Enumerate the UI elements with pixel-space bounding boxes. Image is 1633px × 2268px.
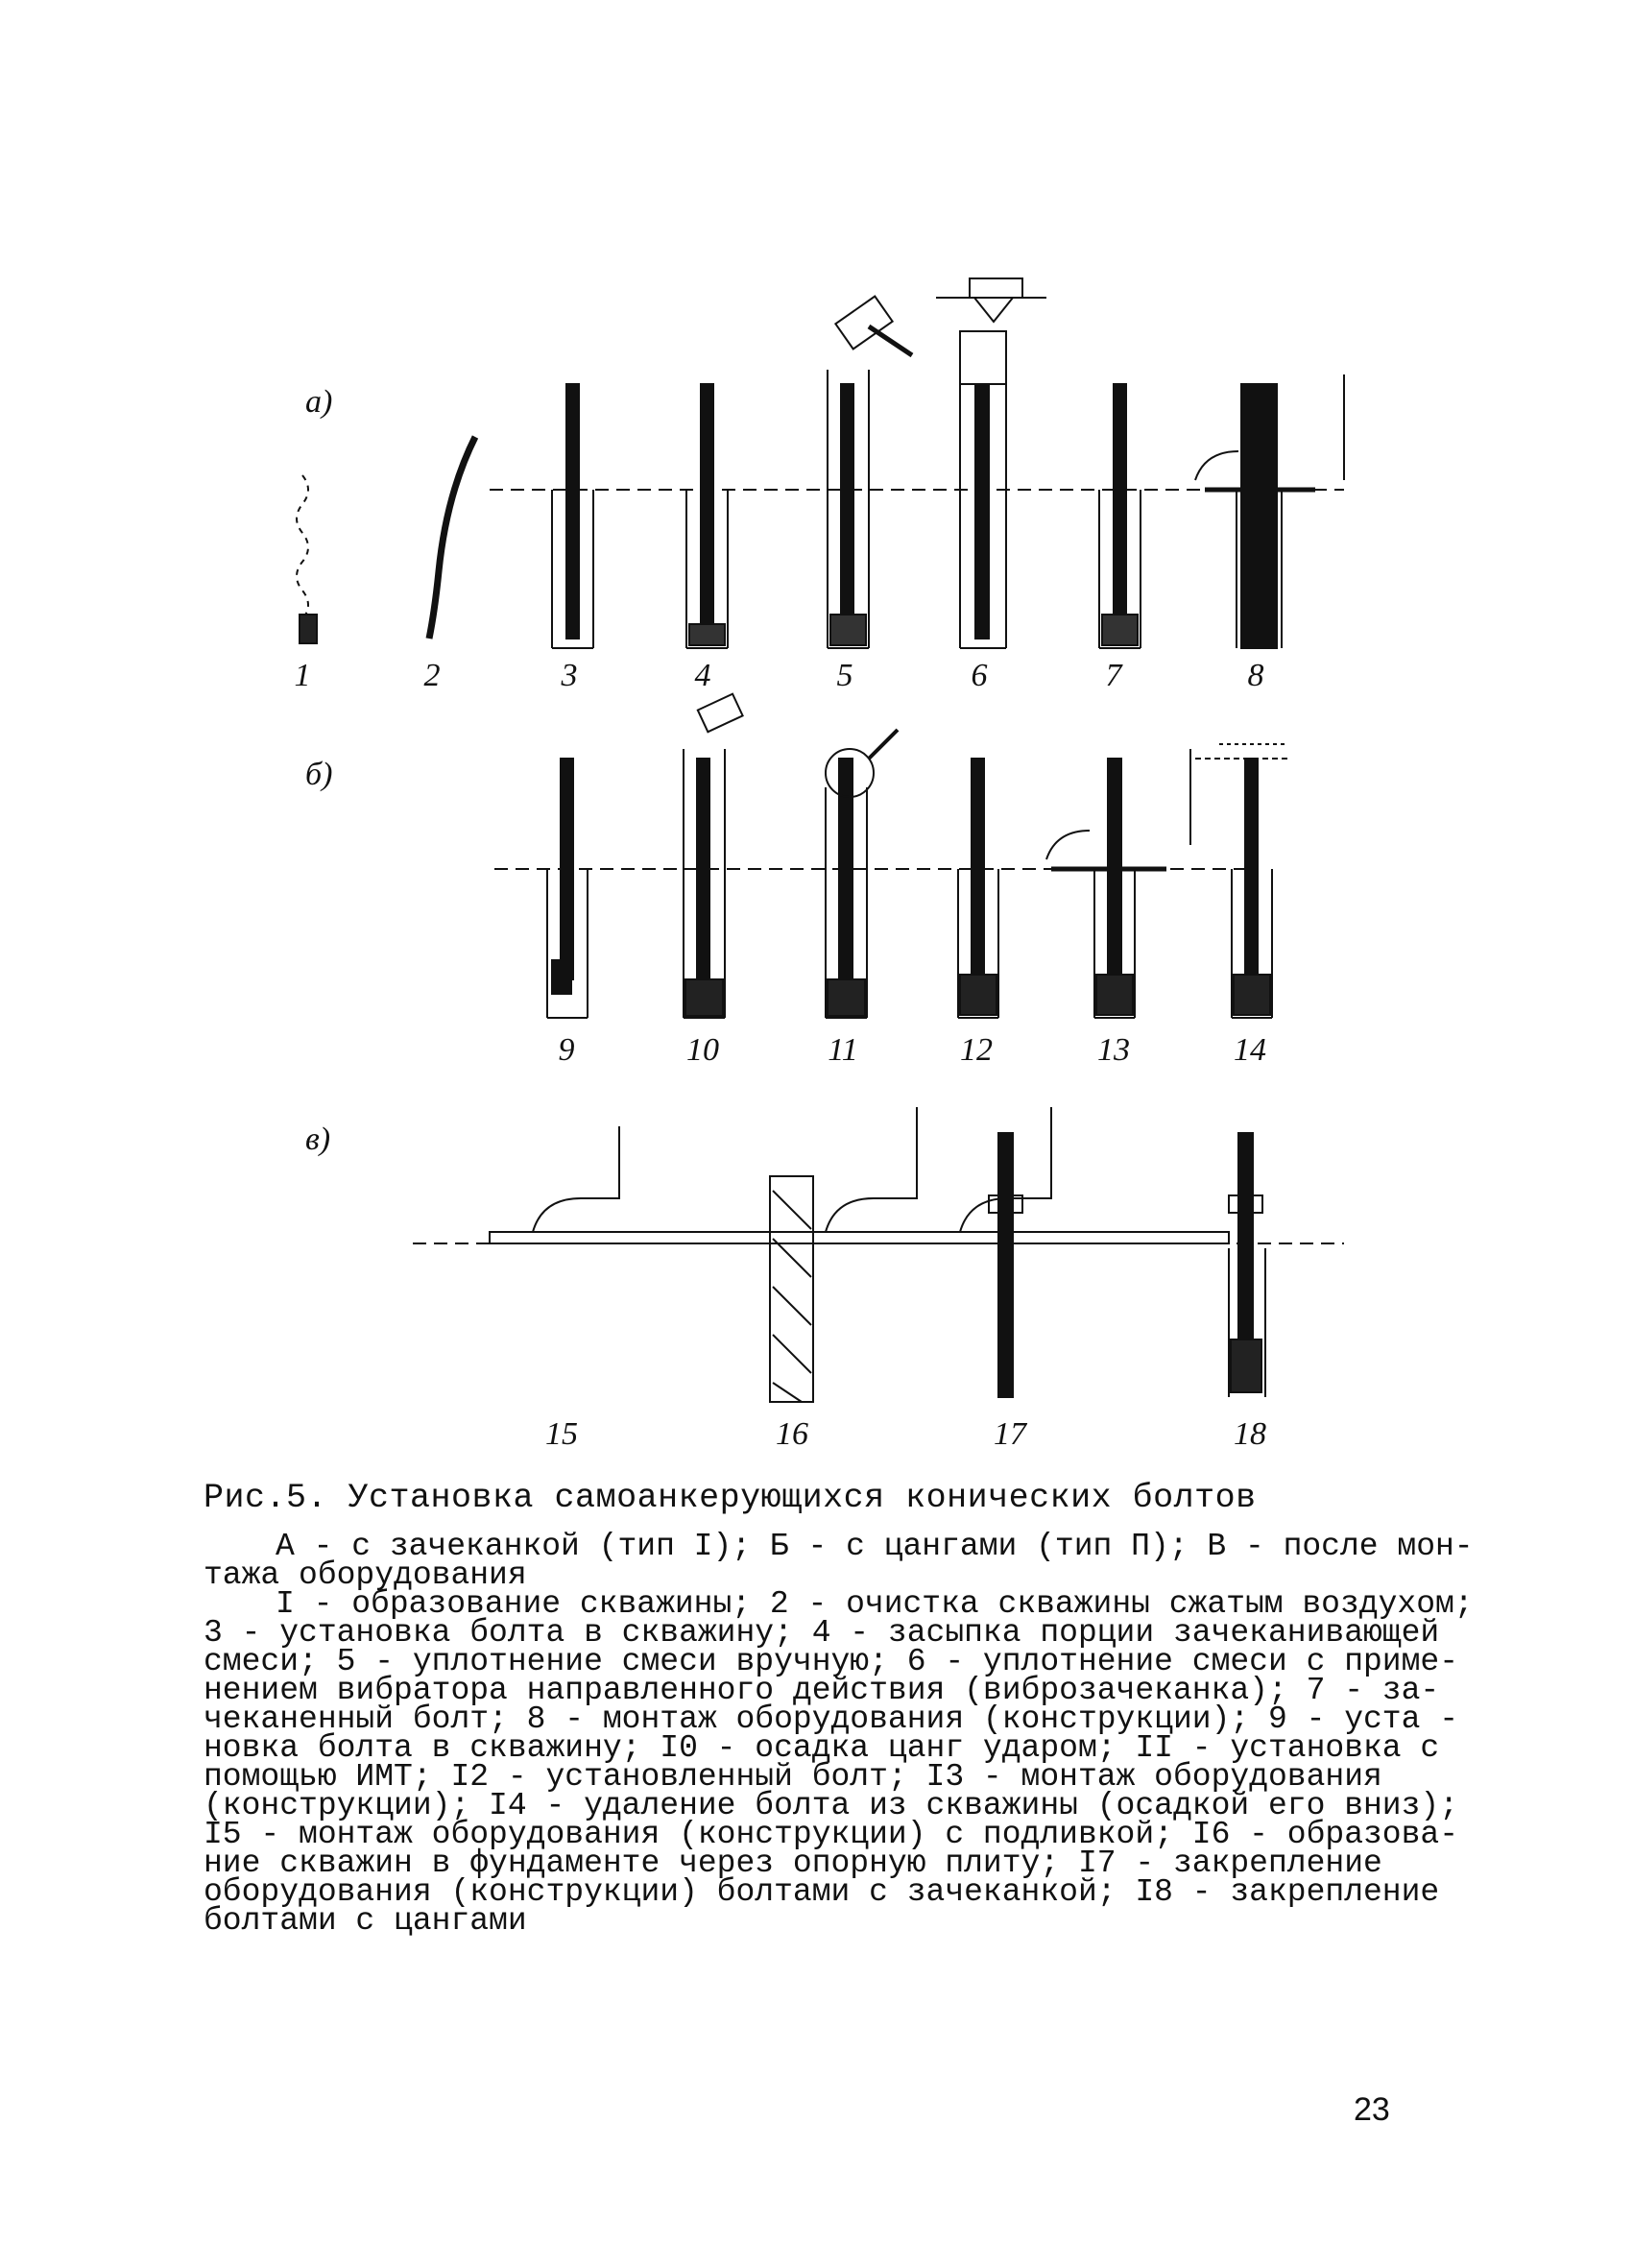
fig-number: 8 [1247, 658, 1264, 693]
base-plate [490, 1107, 1229, 1243]
fig-number: 5 [836, 658, 853, 693]
caption-item-line: новка болта в скважину; I0 - осадка цанг ударом; II - установка с [204, 1730, 1440, 1766]
fig-number: 18 [1234, 1416, 1266, 1452]
hole-3 [552, 384, 593, 648]
caption-item-line: I - образование скважины; 2 - очистка скважины сжатым воздухом; [276, 1586, 1474, 1622]
fig-number: 16 [776, 1416, 808, 1452]
hole-6 [936, 278, 1046, 648]
row-label-b: б) [305, 757, 333, 792]
caption-item-line: (конструкции); I4 - удаление болта из скважины (осадкой его вниз); [204, 1788, 1459, 1823]
fig-number: 11 [828, 1032, 858, 1068]
row-label-c: в) [305, 1122, 331, 1157]
hole-7 [1099, 384, 1141, 648]
hole-8 [1195, 374, 1344, 648]
caption-title: Рис.5. Установка самоанкерующихся конических болтов [204, 1479, 1257, 1517]
caption-legend-line: тажа оборудования [204, 1557, 527, 1593]
fig-number: 1 [294, 658, 311, 693]
fig-number: 13 [1097, 1032, 1130, 1068]
row-label-a: а) [305, 384, 333, 420]
fig-number: 14 [1234, 1032, 1266, 1068]
drill-16 [770, 1176, 813, 1402]
hole-14 [1195, 744, 1291, 1018]
fig-number: 12 [960, 1032, 993, 1068]
caption-item-line: оборудования (конструкции) болтами с зачеканкой; I8 - закрепление [204, 1874, 1440, 1910]
caption-item-line: ние скважин в фундаменте через опорную плиту; I7 - закрепление [204, 1846, 1382, 1881]
caption-item-line: болтами с цангами [204, 1903, 527, 1939]
caption-item-line: помощью ИМТ; I2 - установленный болт; I3 - монтаж оборудования [204, 1759, 1382, 1795]
fig-number: 9 [558, 1032, 575, 1068]
hole-13 [1046, 749, 1190, 1018]
caption-item-line: I5 - монтаж оборудования (конструкции) с подливкой; I6 - образова- [204, 1817, 1459, 1852]
fig-number: 4 [694, 658, 711, 693]
bolt-18 [1229, 1133, 1265, 1397]
drill-1 [297, 475, 317, 643]
hole-4 [686, 384, 728, 648]
fig-number: 15 [545, 1416, 578, 1452]
hole-12 [958, 759, 998, 1018]
fig-number: 6 [971, 658, 988, 693]
fig-number: 7 [1105, 658, 1122, 693]
page-number: 23 [1354, 2091, 1390, 2128]
figure-caption [204, 1479, 1474, 1939]
hole-10 [684, 694, 743, 1018]
caption-item-line: смеси; 5 - уплотнение смеси вручную; 6 - уплотнение смеси с приме- [204, 1644, 1459, 1679]
hole-9 [547, 759, 588, 1018]
hole-5 [828, 297, 912, 648]
caption-item-line: нением вибратора направленного действия (виброзачеканка); 7 - за- [204, 1673, 1440, 1708]
hole-11 [826, 730, 898, 1018]
caption-legend-line: А - с зачеканкой (тип I); Б - с цангами (тип П); В - после мон- [276, 1529, 1474, 1564]
caption-item-line: 3 - установка болта в скважину; 4 - засыпка порции зачеканивающей [204, 1615, 1440, 1651]
fig-number: 17 [994, 1416, 1026, 1452]
caption-item-line: чеканенный болт; 8 - монтаж оборудования (конструкции); 9 - уста - [204, 1701, 1459, 1737]
fig-number: 2 [423, 658, 441, 693]
air-hose-2 [429, 437, 475, 639]
bolt-17 [989, 1133, 1022, 1397]
fig-number: 10 [686, 1032, 719, 1068]
fig-number: 3 [561, 658, 578, 693]
